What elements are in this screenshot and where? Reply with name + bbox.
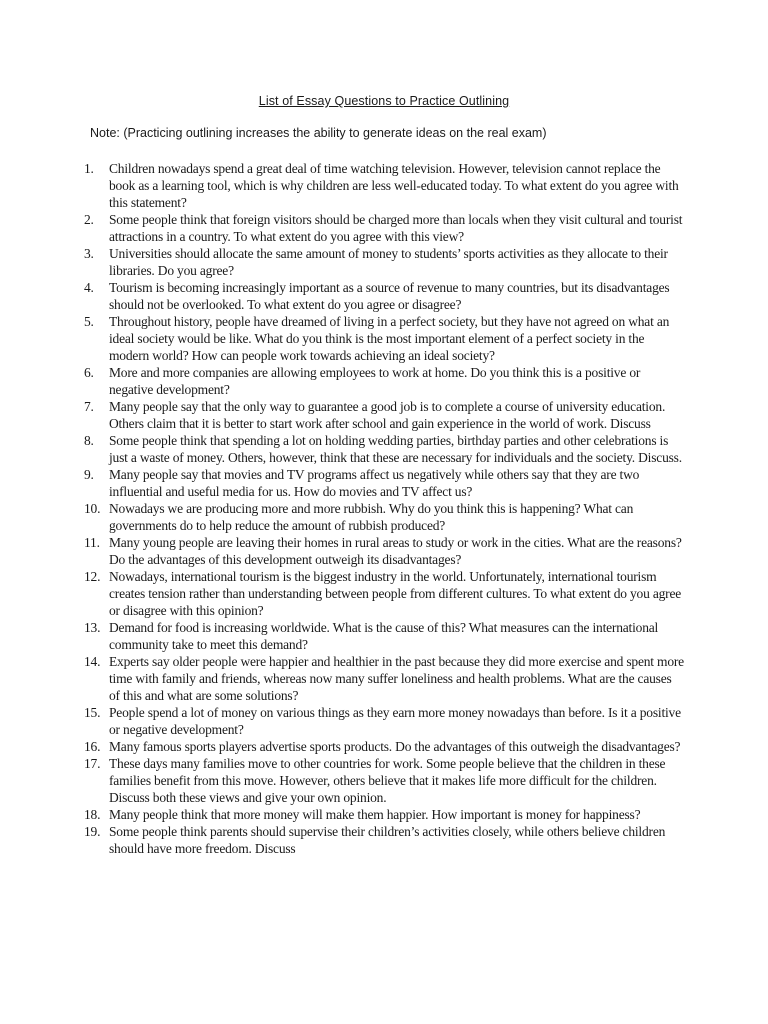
item-text: Throughout history, people have dreamed of living in a perfect society, but they have not agreed on what an ideal society would be like. What do you think is the most important element of a perfect society in the modern world? How can people work towards achieving an ideal society? <box>109 314 670 363</box>
item-number: 12. <box>84 569 101 584</box>
item-text: Universities should allocate the same amount of money to students’ sports activities as they allocate to their libraries. Do you agree? <box>109 246 668 278</box>
item-number: 10. <box>84 501 101 516</box>
item-number: 5. <box>84 314 94 329</box>
item-number: 13. <box>84 620 101 635</box>
list-item <box>84 279 684 313</box>
list-item <box>84 534 684 568</box>
item-number: 9. <box>84 467 94 482</box>
list-item <box>84 313 684 364</box>
item-number: 18. <box>84 807 101 822</box>
item-text: Nowadays we are producing more and more rubbish. Why do you think this is happening? What can governments do to help reduce the amount of rubbish produced? <box>109 501 634 533</box>
list-item <box>84 432 684 466</box>
item-text: People spend a lot of money on various things as they earn more money nowadays than before. Is it a positive or negative development? <box>109 705 681 737</box>
item-text: Some people think parents should supervise their children’s activities closely, while others believe children should have more freedom. Discuss <box>109 824 666 856</box>
item-number: 2. <box>84 212 94 227</box>
item-number: 1. <box>84 161 94 176</box>
item-text: These days many families move to other countries for work. Some people believe that the children in these families benefit from this move. However, others believe that it makes life more difficult for the children. Discuss both these views and give your own opinion. <box>109 756 666 805</box>
list-item <box>84 398 684 432</box>
item-number: 3. <box>84 246 94 261</box>
item-text: Many young people are leaving their homes in rural areas to study or work in the cities. What are the reasons? Do the advantages of this development outweigh its disadvantages? <box>109 535 682 567</box>
list-item <box>84 755 684 806</box>
item-number: 6. <box>84 365 94 380</box>
item-number: 7. <box>84 399 94 414</box>
item-number: 4. <box>84 280 94 295</box>
item-text: Many people say that the only way to guarantee a good job is to complete a course of university education. Others claim that it is better to start work after school and gain experience in the world of work. Discuss <box>109 399 666 431</box>
list-item <box>84 823 684 857</box>
list-item <box>84 364 684 398</box>
item-text: Some people think that foreign visitors should be charged more than locals when they visit cultural and tourist attractions in a country. To what extent do you agree with this view? <box>109 212 683 244</box>
item-number: 15. <box>84 705 101 720</box>
document-note: Note: (Practicing outlining increases the ability to generate ideas on the real exam) <box>90 126 547 140</box>
list-item <box>84 653 684 704</box>
item-text: Tourism is becoming increasingly important as a source of revenue to many countries, but its disadvantages should not be overlooked. To what extent do you agree or disagree? <box>109 280 670 312</box>
item-text: Demand for food is increasing worldwide. What is the cause of this? What measures can the international community take to meet this demand? <box>109 620 659 652</box>
item-text: Many people think that more money will make them happier. How important is money for happiness? <box>109 807 641 822</box>
list-item <box>84 619 684 653</box>
question-list <box>84 160 684 857</box>
list-item <box>84 245 684 279</box>
list-item <box>84 738 684 755</box>
item-text: More and more companies are allowing employees to work at home. Do you think this is a positive or negative development? <box>109 365 641 397</box>
item-text: Children nowadays spend a great deal of time watching television. However, television cannot replace the book as a learning tool, which is why children are less well-educated today. To what extent do you agree with this statement? <box>109 161 679 210</box>
item-number: 19. <box>84 824 101 839</box>
list-item <box>84 466 684 500</box>
item-number: 11. <box>84 535 100 550</box>
item-number: 8. <box>84 433 94 448</box>
item-number: 16. <box>84 739 101 754</box>
item-text: Many people say that movies and TV programs affect us negatively while others say that they are two influential and useful media for us. How do movies and TV affect us? <box>109 467 640 499</box>
item-number: 14. <box>84 654 101 669</box>
list-item <box>84 704 684 738</box>
item-text: Experts say older people were happier and healthier in the past because they did more exercise and spent more time with family and friends, whereas now many suffer loneliness and health problems. What are the causes of this and what are some solutions? <box>109 654 684 703</box>
item-number: 17. <box>84 756 101 771</box>
item-text: Nowadays, international tourism is the biggest industry in the world. Unfortunately, international tourism creates tension rather than understanding between people from different cultures. To what extent do you agree or disagree with this opinion? <box>109 569 682 618</box>
item-text: Some people think that spending a lot on holding wedding parties, birthday parties and other celebrations is just a waste of money. Others, however, think that these are necessary for individuals and the society. Discuss. <box>109 433 682 465</box>
list-item <box>84 568 684 619</box>
list-item <box>84 500 684 534</box>
list-item <box>84 211 684 245</box>
document-title: List of Essay Questions to Practice Outlining <box>258 94 510 108</box>
item-text: Many famous sports players advertise sports products. Do the advantages of this outweigh the disadvantages? <box>109 739 681 754</box>
list-item <box>84 160 684 211</box>
list-item <box>84 806 684 823</box>
